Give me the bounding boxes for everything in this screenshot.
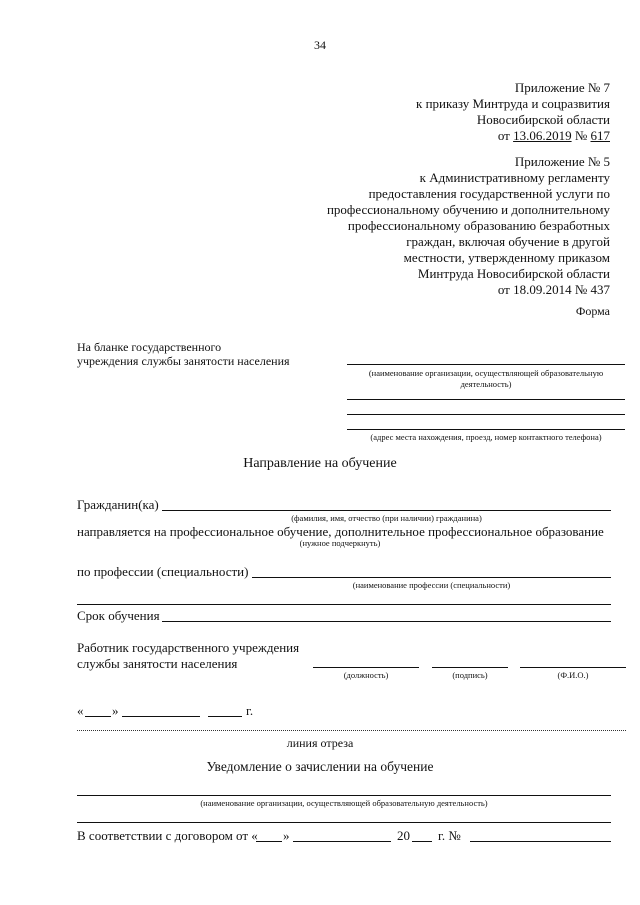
employee-label-line: службы занятости населения	[77, 656, 238, 671]
date-close-quote: »	[112, 703, 119, 718]
notice-title: Уведомление о зачислении на обучение	[206, 759, 434, 774]
date-open-quote: «	[77, 703, 84, 718]
appendix-5-line: местности, утвержденному приказом	[403, 250, 610, 265]
notice-caption: (наименование организации, осуществляющей образовательную деятельность)	[200, 798, 488, 808]
appendix-7-date-line: от 13.06.2019 № 617	[497, 128, 610, 143]
employee-label	[77, 640, 317, 672]
date-year-suffix: г.	[246, 703, 254, 718]
underline-caption: (нужное подчеркнуть)	[299, 538, 381, 548]
notice-org-field[interactable]	[77, 795, 611, 796]
position-caption: (должность)	[343, 670, 389, 680]
form-label: Форма	[575, 304, 610, 318]
blank-note-line: На бланке государственного	[77, 340, 222, 354]
direction-text: направляется на профессиональное обучение, дополнительное профессиональное образование	[77, 524, 604, 539]
contract-day-field[interactable]	[256, 841, 282, 842]
appendix-5-line: к Административному регламенту	[419, 170, 610, 185]
signature-caption: (подпись)	[452, 670, 488, 680]
org-name-line[interactable]	[347, 364, 625, 365]
appendix-5-line: профессиональному образованию безработных	[347, 218, 610, 233]
duration-field[interactable]	[162, 621, 611, 622]
appendix-7-order: к приказу Минтруда и соцразвития	[416, 96, 610, 111]
cut-line-label: линия отреза	[286, 736, 354, 750]
profession-field[interactable]	[252, 577, 611, 578]
contract-year-prefix: 20	[397, 828, 410, 843]
appendix-5-line: от 18.09.2014 № 437	[497, 282, 610, 297]
address-line-2[interactable]	[347, 414, 625, 415]
contract-number-field[interactable]	[470, 841, 611, 842]
address-line-3[interactable]	[347, 429, 625, 430]
duration-label: Срок обучения	[77, 608, 160, 623]
appendix-5-line: профессиональному обучению и дополнительному	[326, 202, 610, 217]
blank-note	[77, 340, 317, 368]
appendix-5-line: предоставления государственной услуги по	[368, 186, 610, 201]
contract-year-suffix: г. №	[438, 828, 461, 843]
profession-caption: (наименование профессии (специальности)	[352, 580, 511, 590]
appendix-5-line: Приложение № 5	[514, 154, 610, 169]
contract-month-field[interactable]	[293, 841, 391, 842]
citizen-caption: (фамилия, имя, отчество (при наличии) гражданина)	[291, 513, 482, 523]
appendix-5-block	[230, 154, 610, 298]
signature-field[interactable]	[432, 667, 508, 668]
address-caption: (адрес места нахождения, проезд, номер контактного телефона)	[370, 432, 602, 442]
date-month-field[interactable]	[122, 716, 200, 717]
citizen-name-field[interactable]	[162, 510, 611, 511]
contract-close-quote: »	[283, 828, 290, 843]
appendix-5-line: граждан, включая обучение в другой	[406, 234, 610, 249]
address-line-1[interactable]	[347, 399, 625, 400]
page-title: Направление на обучение	[243, 456, 397, 471]
position-field[interactable]	[313, 667, 419, 668]
blank-note-line: учреждения службы занятости населения	[77, 354, 290, 368]
appendix-7-title: Приложение № 7	[514, 80, 610, 95]
appendix-7-date: 13.06.2019	[513, 128, 572, 143]
org-caption: (наименование организации, осуществляющей образовательную деятельность)	[368, 368, 604, 389]
full-name-caption: (Ф.И.О.)	[557, 670, 589, 680]
appendix-7-block	[230, 80, 610, 144]
citizen-label: Гражданин(ка)	[77, 497, 159, 512]
contract-year-field[interactable]	[412, 841, 432, 842]
appendix-7-number: 617	[590, 128, 610, 143]
date-year-field[interactable]	[208, 716, 242, 717]
date-day-field[interactable]	[85, 716, 111, 717]
notice-org-field-extra[interactable]	[77, 822, 611, 823]
appendix-7-region: Новосибирской области	[476, 112, 610, 127]
profession-field-extra[interactable]	[77, 604, 611, 605]
page-number: 34	[314, 38, 326, 52]
full-name-field[interactable]	[520, 667, 626, 668]
profession-label: по профессии (специальности)	[77, 564, 249, 579]
employee-label-line: Работник государственного учреждения	[77, 640, 300, 655]
contract-prefix: В соответствии с договором от «	[77, 828, 258, 843]
cut-line-divider	[77, 730, 626, 731]
appendix-5-line: Минтруда Новосибирской области	[417, 266, 610, 281]
